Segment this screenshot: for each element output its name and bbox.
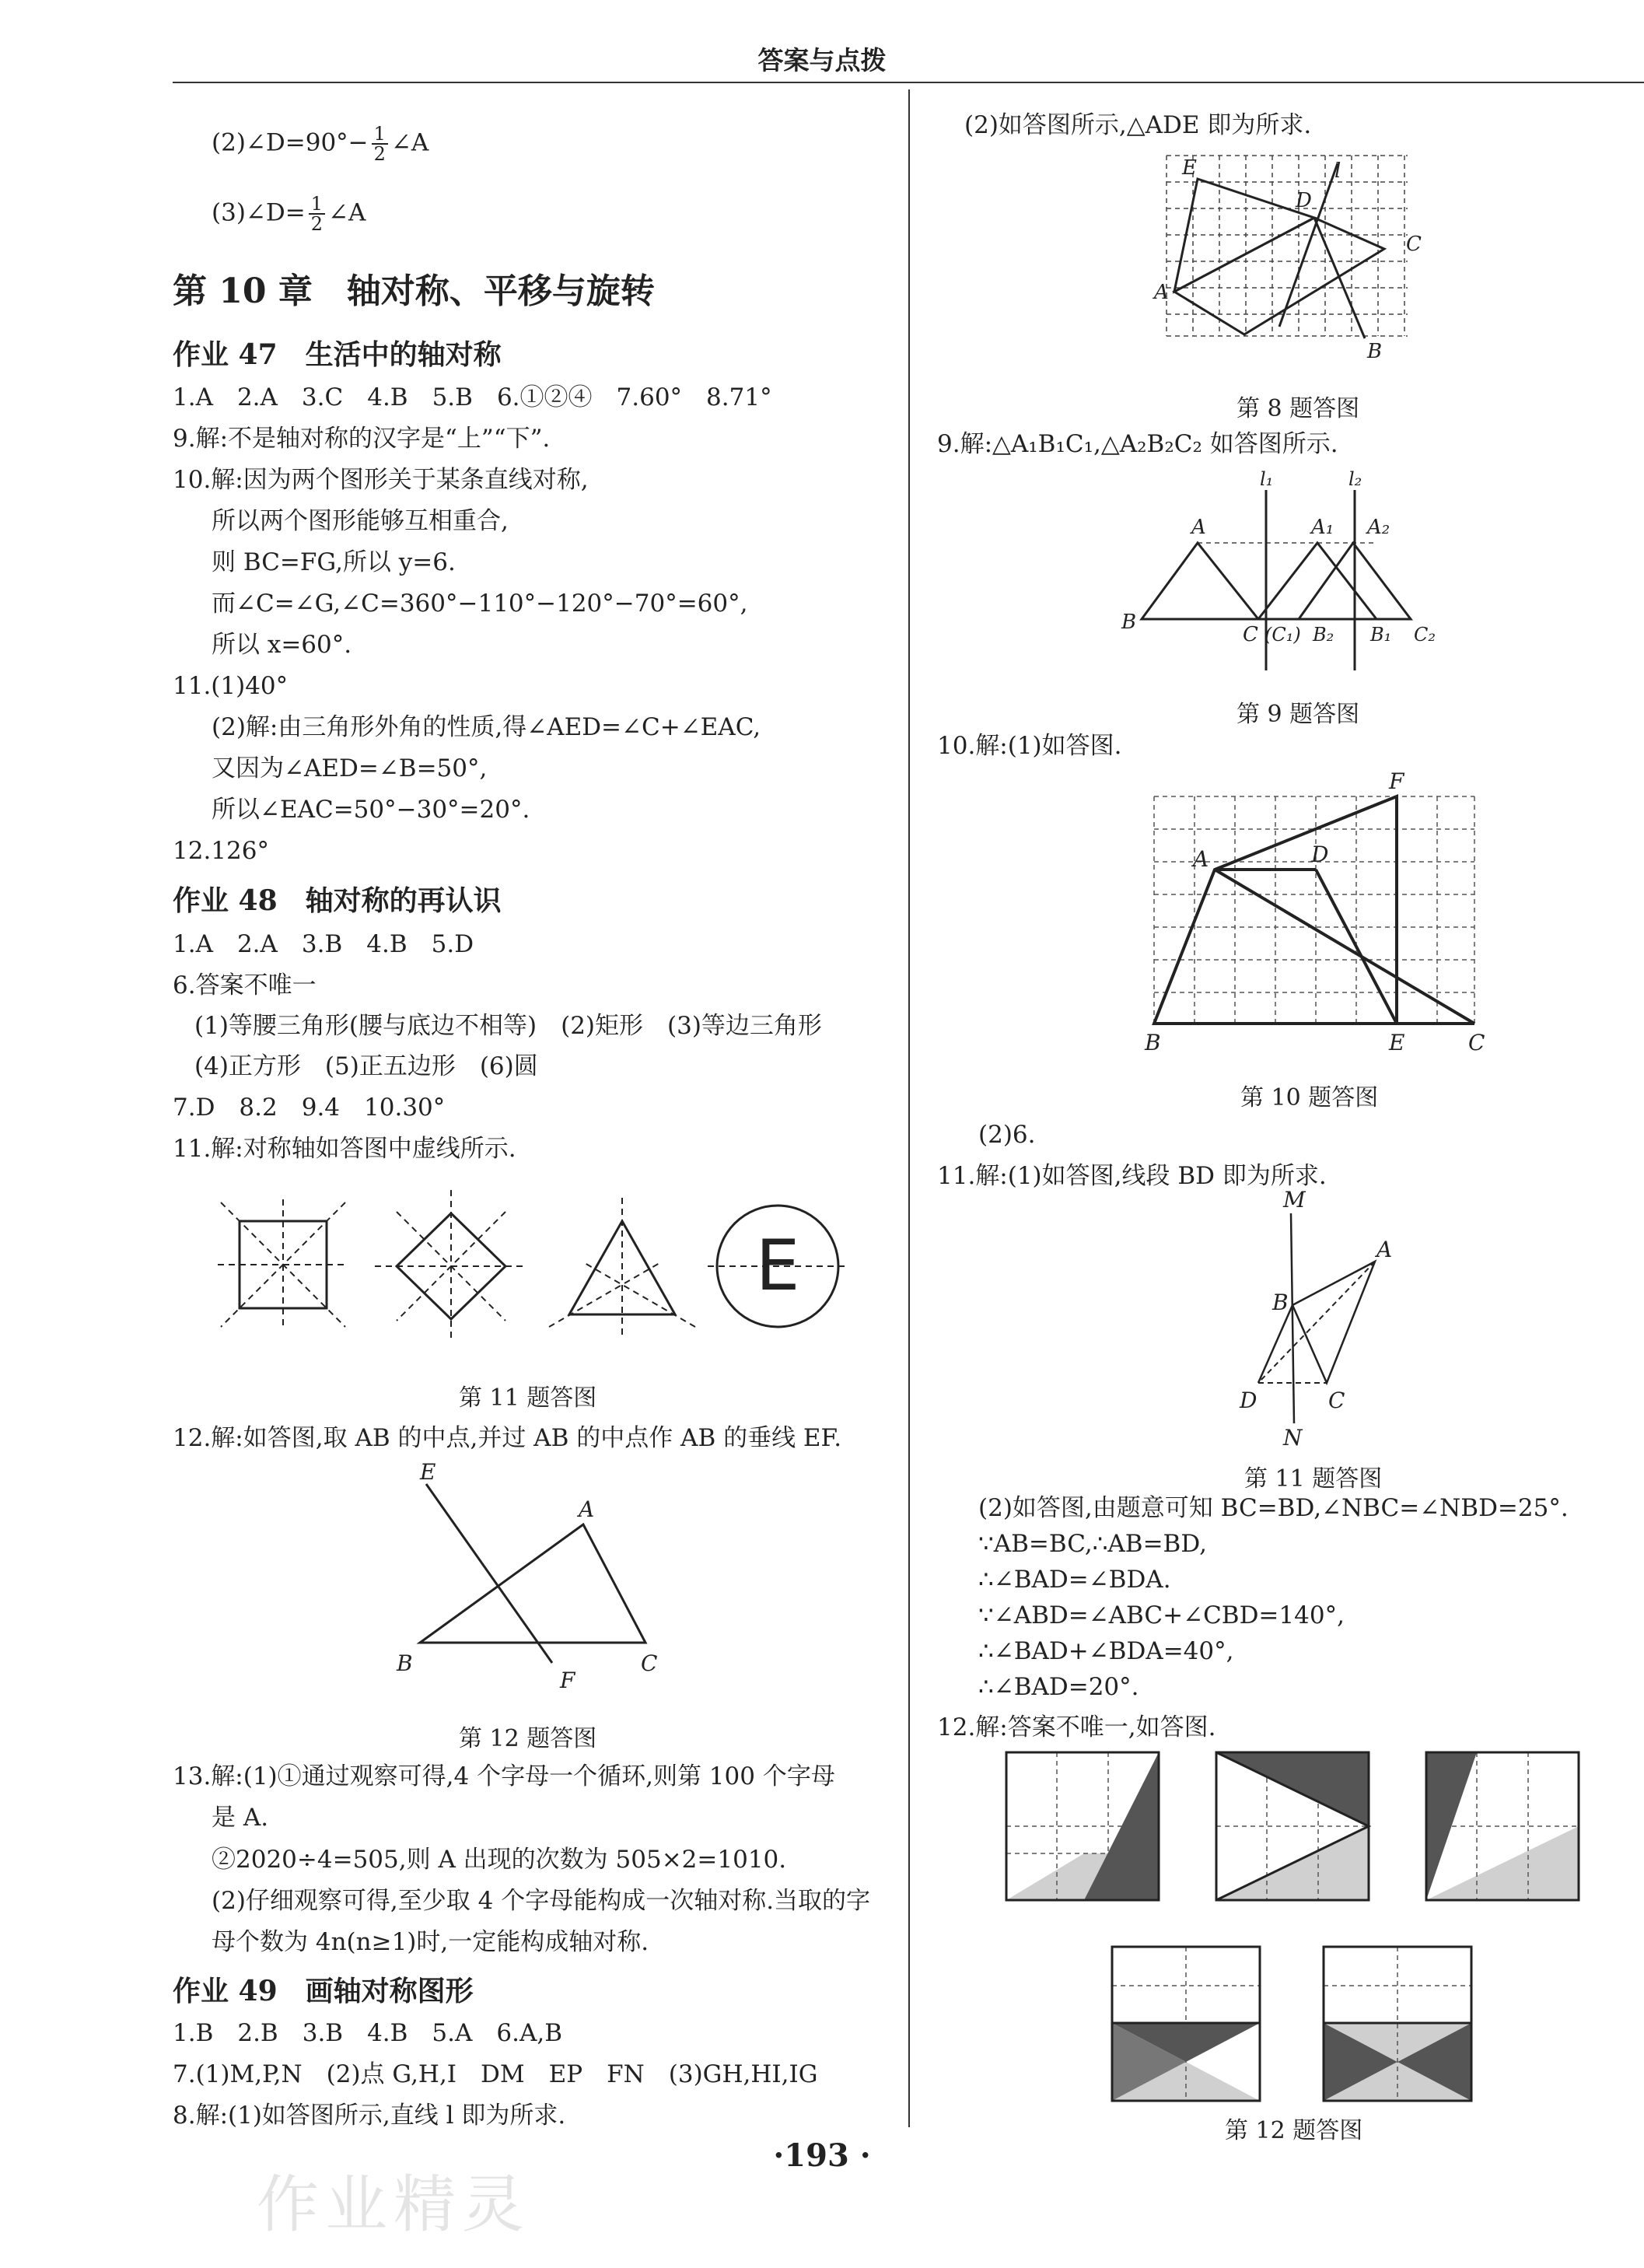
s48-q13: 是 A.: [212, 1804, 269, 1832]
s47-line: 1.A 2.A 3.C 4.B 5.B 6.①②④ 7.60° 8.71°: [173, 383, 772, 411]
figure-q12-triangle: [389, 1459, 715, 1696]
svg-text:A: A: [579, 1496, 595, 1522]
s48-line: 7.D 8.2 9.4 10.30°: [173, 1094, 446, 1122]
caption-fig12-left: 第 12 题答图: [459, 1725, 597, 1752]
s47-line: 而∠C=∠G,∠C=360°−110°−120°−70°=60°,: [212, 590, 748, 618]
caption-fig11-right: 第 11 题答图: [1244, 1465, 1383, 1493]
watermark: 作业精灵: [257, 2168, 530, 2241]
s47-line: 所以∠EAC=50°−30°=20°.: [212, 796, 530, 824]
caption-fig10: 第 10 题答图: [1240, 1084, 1379, 1111]
svg-text:B₁: B₁: [1370, 624, 1392, 646]
r-q11-line: ∴∠BAD=20°.: [978, 1673, 1139, 1701]
figure-q9: [1120, 467, 1470, 677]
figure-q11: [1229, 1187, 1431, 1451]
svg-text:C: C: [1243, 623, 1258, 646]
svg-text:B: B: [1121, 611, 1137, 634]
r-q8-2: (2)如答图所示,△ADE 即为所求.: [964, 111, 1312, 139]
s48-q12: 12.解:如答图,取 AB 的中点,并过 AB 的中点作 AB 的垂线 EF.: [173, 1424, 842, 1452]
r-q11-line: ∵AB=BC,∴AB=BD,: [978, 1530, 1207, 1558]
svg-text:C₂: C₂: [1414, 624, 1436, 646]
s49-line: 7.(1)M,P,N (2)点 G,H,I DM EP FN (3)GH,HI,IG: [173, 2060, 818, 2088]
s47-line: 所以 x=60°.: [212, 631, 352, 659]
svg-text:N: N: [1283, 1425, 1303, 1451]
s48-q13: 母个数为 4n(n≥1)时,一定能构成轴对称.: [212, 1928, 649, 1956]
s47-line: 所以两个图形能够互相重合,: [212, 507, 509, 535]
r-q11-line: (2)如答图,由题意可知 BC=BD,∠NBC=∠NBD=25°.: [978, 1494, 1569, 1522]
svg-text:l₁: l₁: [1260, 468, 1274, 490]
svg-text:E: E: [1389, 1030, 1405, 1055]
svg-text:C: C: [1468, 1030, 1485, 1055]
svg-text:A: A: [1191, 516, 1206, 539]
svg-text:D: D: [1296, 189, 1312, 212]
letter-e: E: [755, 1225, 800, 1307]
s47-line: 9.解:不是轴对称的汉字是“上”“下”.: [173, 425, 551, 453]
header-title: 答案与点拨: [757, 45, 887, 75]
s47-line: (2)解:由三角形外角的性质,得∠AED=∠C+∠EAC,: [212, 713, 761, 741]
caption-fig8: 第 8 题答图: [1236, 395, 1360, 422]
s49-line: 8.解:(1)如答图所示,直线 l 即为所求.: [173, 2102, 566, 2130]
svg-text:F: F: [1389, 768, 1404, 794]
page-number: ·193 ·: [773, 2137, 871, 2174]
caption-fig11-left: 第 11 题答图: [459, 1384, 597, 1412]
svg-text:B: B: [397, 1650, 413, 1676]
svg-text:E: E: [1182, 156, 1197, 180]
figure-q8-grid: [1151, 148, 1462, 366]
s47-line: 12.126°: [173, 837, 269, 865]
s47-line: 又因为∠AED=∠B=50°,: [212, 754, 488, 782]
svg-text:E: E: [420, 1459, 436, 1485]
svg-text:A: A: [1154, 281, 1169, 304]
s47-line: 11.(1)40°: [173, 672, 289, 700]
s48-line: 6.答案不唯一: [173, 971, 317, 999]
answer-top-2: (2)∠D=90°− $\frac{1}{2}$ ∠A: [212, 123, 429, 165]
svg-text:B₂: B₂: [1313, 624, 1334, 646]
header-rule: [173, 82, 1644, 83]
svg-text:A: A: [1376, 1237, 1393, 1262]
svg-text:l: l: [1334, 159, 1341, 183]
r-q11-line: ∴∠BAD+∠BDA=40°,: [978, 1637, 1234, 1665]
svg-text:(C₁): (C₁): [1264, 624, 1301, 646]
caption-fig12-right: 第 12 题答图: [1225, 2117, 1363, 2144]
svg-text:A: A: [1193, 846, 1209, 872]
fraction: $\frac{1}{2}$: [372, 124, 388, 163]
svg-text:C: C: [1406, 233, 1422, 256]
r-q9: 9.解:△A₁B₁C₁,△A₂B₂C₂ 如答图所示.: [937, 430, 1338, 458]
svg-text:B: B: [1367, 340, 1383, 363]
fraction: $\frac{1}{2}$: [309, 194, 325, 233]
s48-q13: ②2020÷4=505,则 A 出现的次数为 505×2=1010.: [212, 1846, 787, 1874]
s48-q13: 13.解:(1)①通过观察可得,4 个字母一个循环,则第 100 个字母: [173, 1762, 835, 1790]
s49-line: 1.B 2.B 3.B 4.B 5.A 6.A,B: [173, 2019, 562, 2047]
column-divider: [908, 89, 910, 2127]
svg-text:C: C: [1328, 1388, 1345, 1413]
svg-text:C: C: [641, 1650, 658, 1676]
s48-q13: (2)仔细观察可得,至少取 4 个字母能构成一次轴对称.当取的字: [212, 1887, 871, 1915]
section-47-title: 作业 47 生活中的轴对称: [173, 338, 502, 371]
r-q12: 12.解:答案不唯一,如答图.: [937, 1713, 1216, 1741]
r-q11: 11.解:(1)如答图,线段 BD 即为所求.: [937, 1162, 1327, 1190]
r-q11-line: ∴∠BAD=∠BDA.: [978, 1566, 1171, 1594]
svg-text:l₂: l₂: [1348, 468, 1362, 490]
svg-text:A₂: A₂: [1367, 516, 1390, 539]
svg-text:M: M: [1283, 1187, 1306, 1213]
svg-text:D: D: [1311, 842, 1329, 867]
s48-line: (4)正方形 (5)正五边形 (6)圆: [194, 1052, 538, 1080]
svg-text:B: B: [1272, 1290, 1289, 1315]
answer-top-3: (3)∠D= $\frac{1}{2}$ ∠A: [212, 193, 366, 235]
svg-text:B: B: [1145, 1030, 1161, 1055]
s48-line: (1)等腰三角形(腰与底边不相等) (2)矩形 (3)等边三角形: [194, 1012, 822, 1040]
figure-q12-shaded: [995, 1746, 1594, 2135]
r-q10: 10.解:(1)如答图.: [937, 732, 1122, 760]
svg-text:F: F: [560, 1668, 575, 1693]
svg-text:D: D: [1240, 1388, 1257, 1413]
figure-q10-grid: [1135, 770, 1501, 1058]
chapter-title: 第 10 章 轴对称、平移与旋转: [173, 271, 655, 311]
figure-symmetry-axes: [202, 1182, 848, 1353]
r-q10-2: (2)6.: [978, 1121, 1036, 1149]
r-q11-line: ∵∠ABD=∠ABC+∠CBD=140°,: [978, 1601, 1345, 1629]
s47-line: 则 BC=FG,所以 y=6.: [212, 548, 456, 576]
svg-text:A₁: A₁: [1311, 516, 1334, 539]
s48-line: 1.A 2.A 3.B 4.B 5.D: [173, 930, 474, 958]
s47-line: 10.解:因为两个图形关于某条直线对称,: [173, 466, 589, 494]
section-48-title: 作业 48 轴对称的再认识: [173, 884, 502, 917]
s48-line: 11.解:对称轴如答图中虚线所示.: [173, 1135, 516, 1163]
caption-fig9: 第 9 题答图: [1236, 701, 1360, 728]
section-49-title: 作业 49 画轴对称图形: [173, 1975, 474, 2007]
